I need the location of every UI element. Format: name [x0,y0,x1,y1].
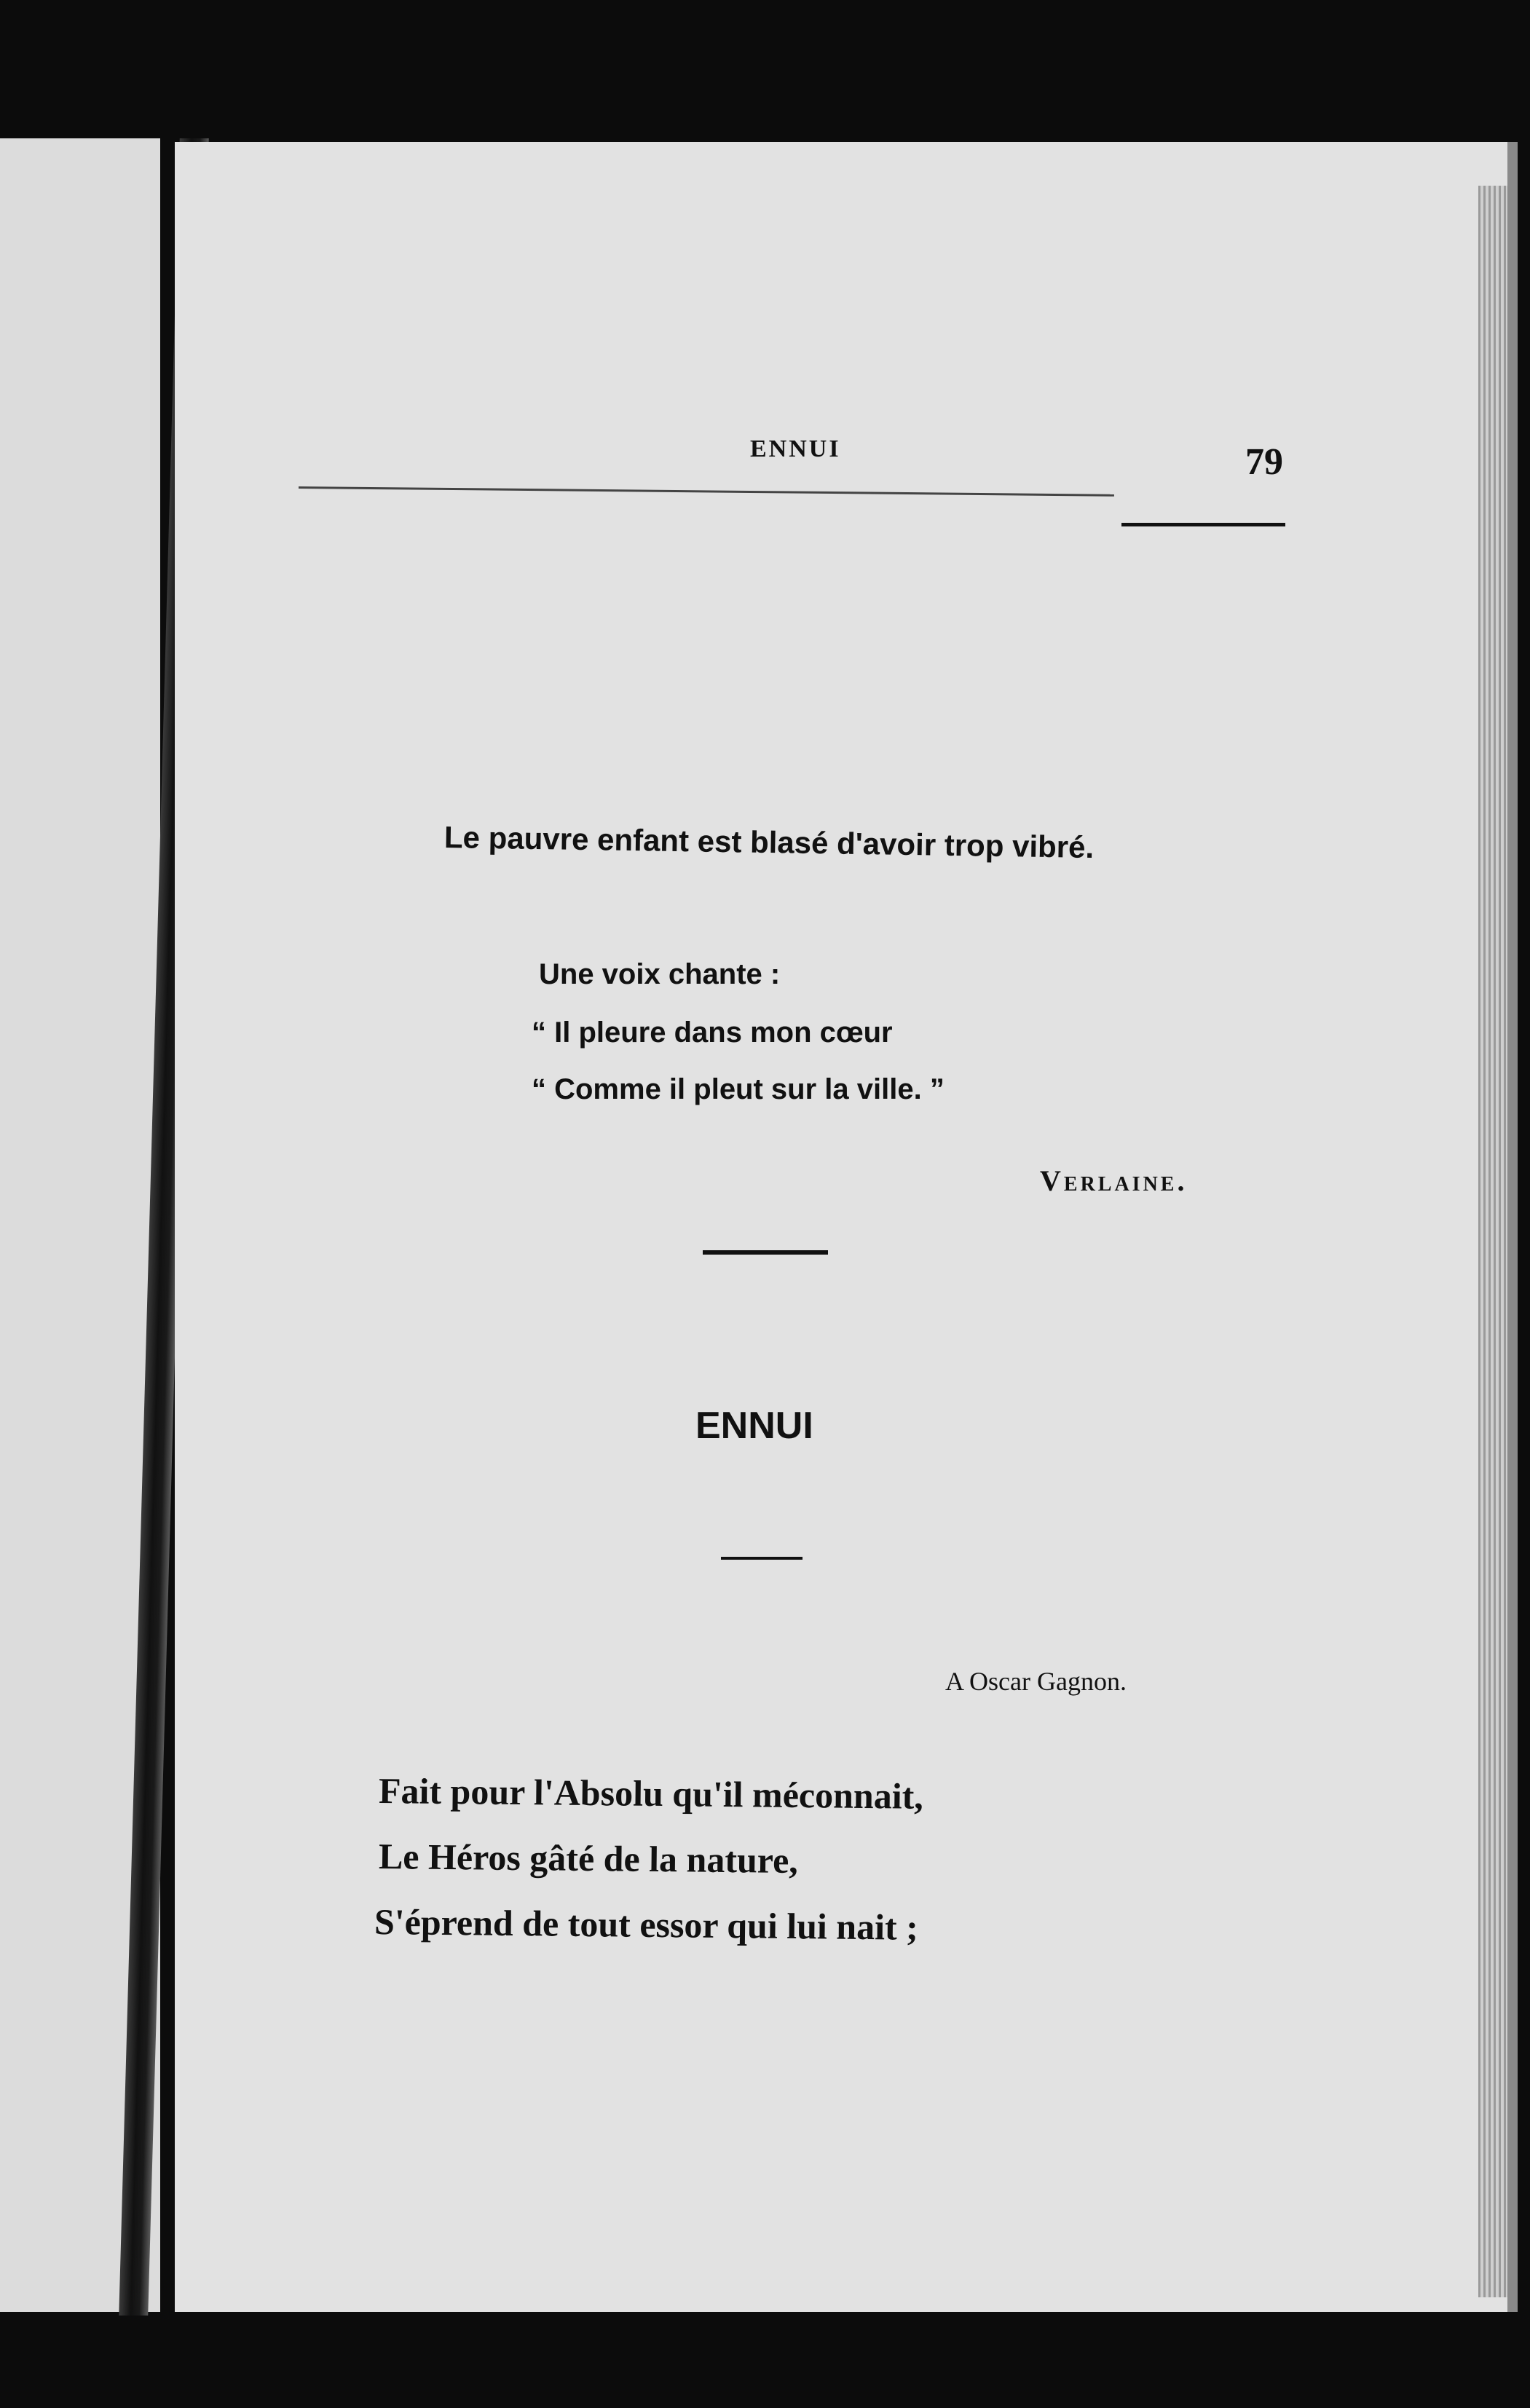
title-separator [721,1557,803,1560]
epigraph-author: Verlaine. [1040,1164,1188,1197]
verse-line: Le Héros gâté de la nature, [378,1836,799,1882]
verse-line: Fait pour l'Absolu qu'il méconnait, [378,1770,924,1817]
page-edge [1478,186,1507,2297]
running-title: ENNUI [750,435,841,462]
epigraph-line: Le pauvre enfant est blasé d'avoir trop vibré. [443,820,1095,865]
epigraph-line: “ Il pleure dans mon cœur [532,1017,893,1049]
section-separator [703,1250,828,1255]
header-rule-thick [1121,523,1285,526]
epigraph-line: “ Comme il pleut sur la ville. ” [532,1073,945,1105]
verse-line: S'éprend de tout essor qui lui nait ; [374,1901,919,1948]
poem-dedication: A Oscar Gagnon. [945,1667,1127,1696]
epigraph-line: Une voix chante : [539,958,781,990]
page-number: 79 [1245,441,1283,483]
poem-title: ENNUI [695,1405,813,1447]
book-page [175,142,1518,2312]
